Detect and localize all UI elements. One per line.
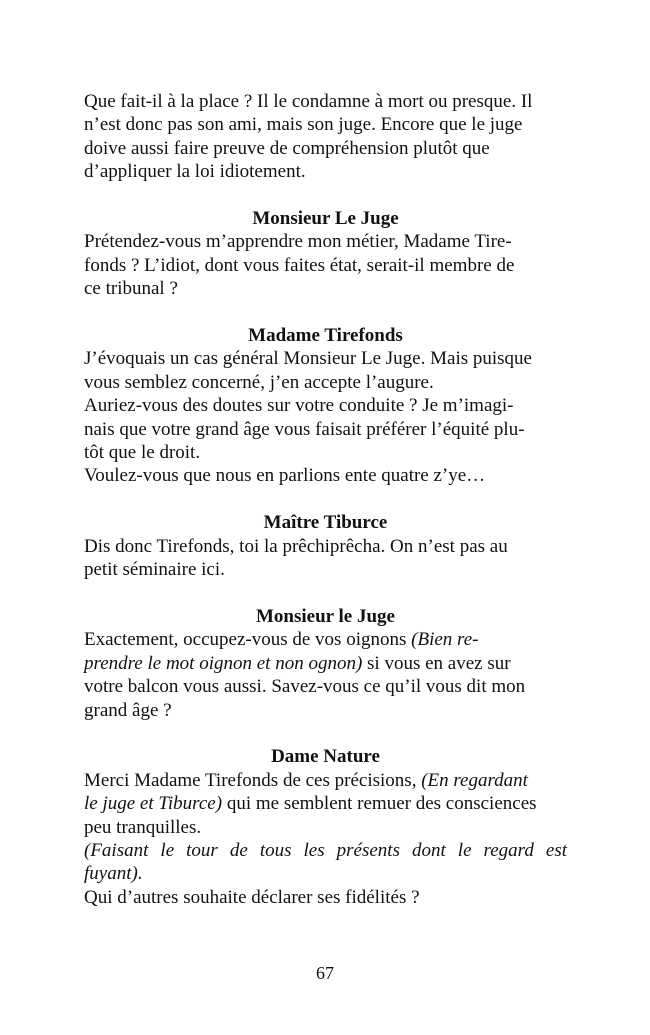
stage-direction: le juge et Tiburce) — [84, 793, 223, 815]
scene-monsieur-le-juge-2 — [84, 605, 567, 722]
text-line: Que fait-il à la place ? Il le condamne à mort ou presque. Il — [84, 91, 533, 112]
text-line: vous semblez concerné, j’en accepte l’augure. — [84, 371, 434, 393]
text-line: Auriez-vous des doutes sur votre conduite ? Je m’imagi- — [84, 395, 514, 417]
text-line: petit séminaire ici. — [84, 559, 225, 581]
text-line: fonds ? L’idiot, dont vous faites état, serait-il membre de — [84, 254, 515, 276]
text-run: si vous en avez sur — [362, 652, 511, 674]
stage-direction: , (En regardant — [411, 769, 528, 791]
intro-paragraph — [84, 90, 567, 184]
stage-direction: (Bien re- — [411, 629, 479, 651]
text-run: Merci Madame Tirefonds de ces précisions — [84, 769, 412, 791]
speaker-name: Dame Nature — [271, 746, 380, 768]
speaker-name: Madame Tirefonds — [248, 325, 403, 347]
text-line: Qui d’autres souhaite déclarer ses fidélités ? — [84, 886, 420, 908]
text-line — [84, 792, 567, 815]
text-line — [84, 652, 567, 675]
text-line: ce tribunal ? — [84, 278, 178, 300]
text-line: Voulez-vous que nous en parlions ente quatre z’ye… — [84, 465, 486, 487]
page-number: 67 — [316, 963, 334, 983]
text-line: Dis donc Tirefonds, toi la prêchiprêcha. On n’est pas au — [84, 535, 508, 557]
stage-direction-line: fuyant). — [84, 863, 143, 885]
scene-dame-nature — [84, 745, 567, 909]
speaker-name: Monsieur le Juge — [256, 605, 395, 627]
text-line: J’évoquais un cas général Monsieur Le Juge. Mais puisque — [84, 348, 532, 370]
speaker-name: Maître Tiburce — [263, 512, 388, 534]
text-line: peu tranquilles. — [84, 816, 202, 838]
text-run: Exactement, occupez-vous de vos oignons — [84, 629, 412, 651]
speaker-name: Monsieur Le Juge — [252, 208, 399, 230]
stage-direction: prendre le mot oignon et non ognon) — [84, 652, 363, 674]
text-run: qui me semblent remuer des consciences — [222, 793, 537, 815]
text-line: votre balcon vous aussi. Savez-vous ce qu’il vous dit mon — [84, 676, 526, 698]
scene-madame-tirefonds — [84, 324, 567, 488]
text-line — [84, 628, 567, 651]
text-line: nais que votre grand âge vous faisait préférer l’équité plu- — [84, 418, 525, 440]
stage-direction-line: (Faisant le tour de tous les présents dont le regard est — [84, 839, 567, 861]
text-line: grand âge ? — [84, 699, 172, 721]
text-line: tôt que le droit. — [84, 442, 201, 464]
text-line: doive aussi faire preuve de compréhension plutôt que — [84, 137, 490, 159]
text-line: n’est donc pas son ami, mais son juge. Encore que le juge — [84, 114, 523, 136]
page-body — [84, 90, 567, 909]
scene-maitre-tiburce — [84, 511, 567, 581]
text-line: Prétendez-vous m’apprendre mon métier, Madame Tire- — [84, 231, 512, 253]
text-line — [84, 769, 567, 792]
text-line: d’appliquer la loi idiotement. — [84, 161, 306, 183]
scene-monsieur-le-juge-1 — [84, 207, 567, 301]
